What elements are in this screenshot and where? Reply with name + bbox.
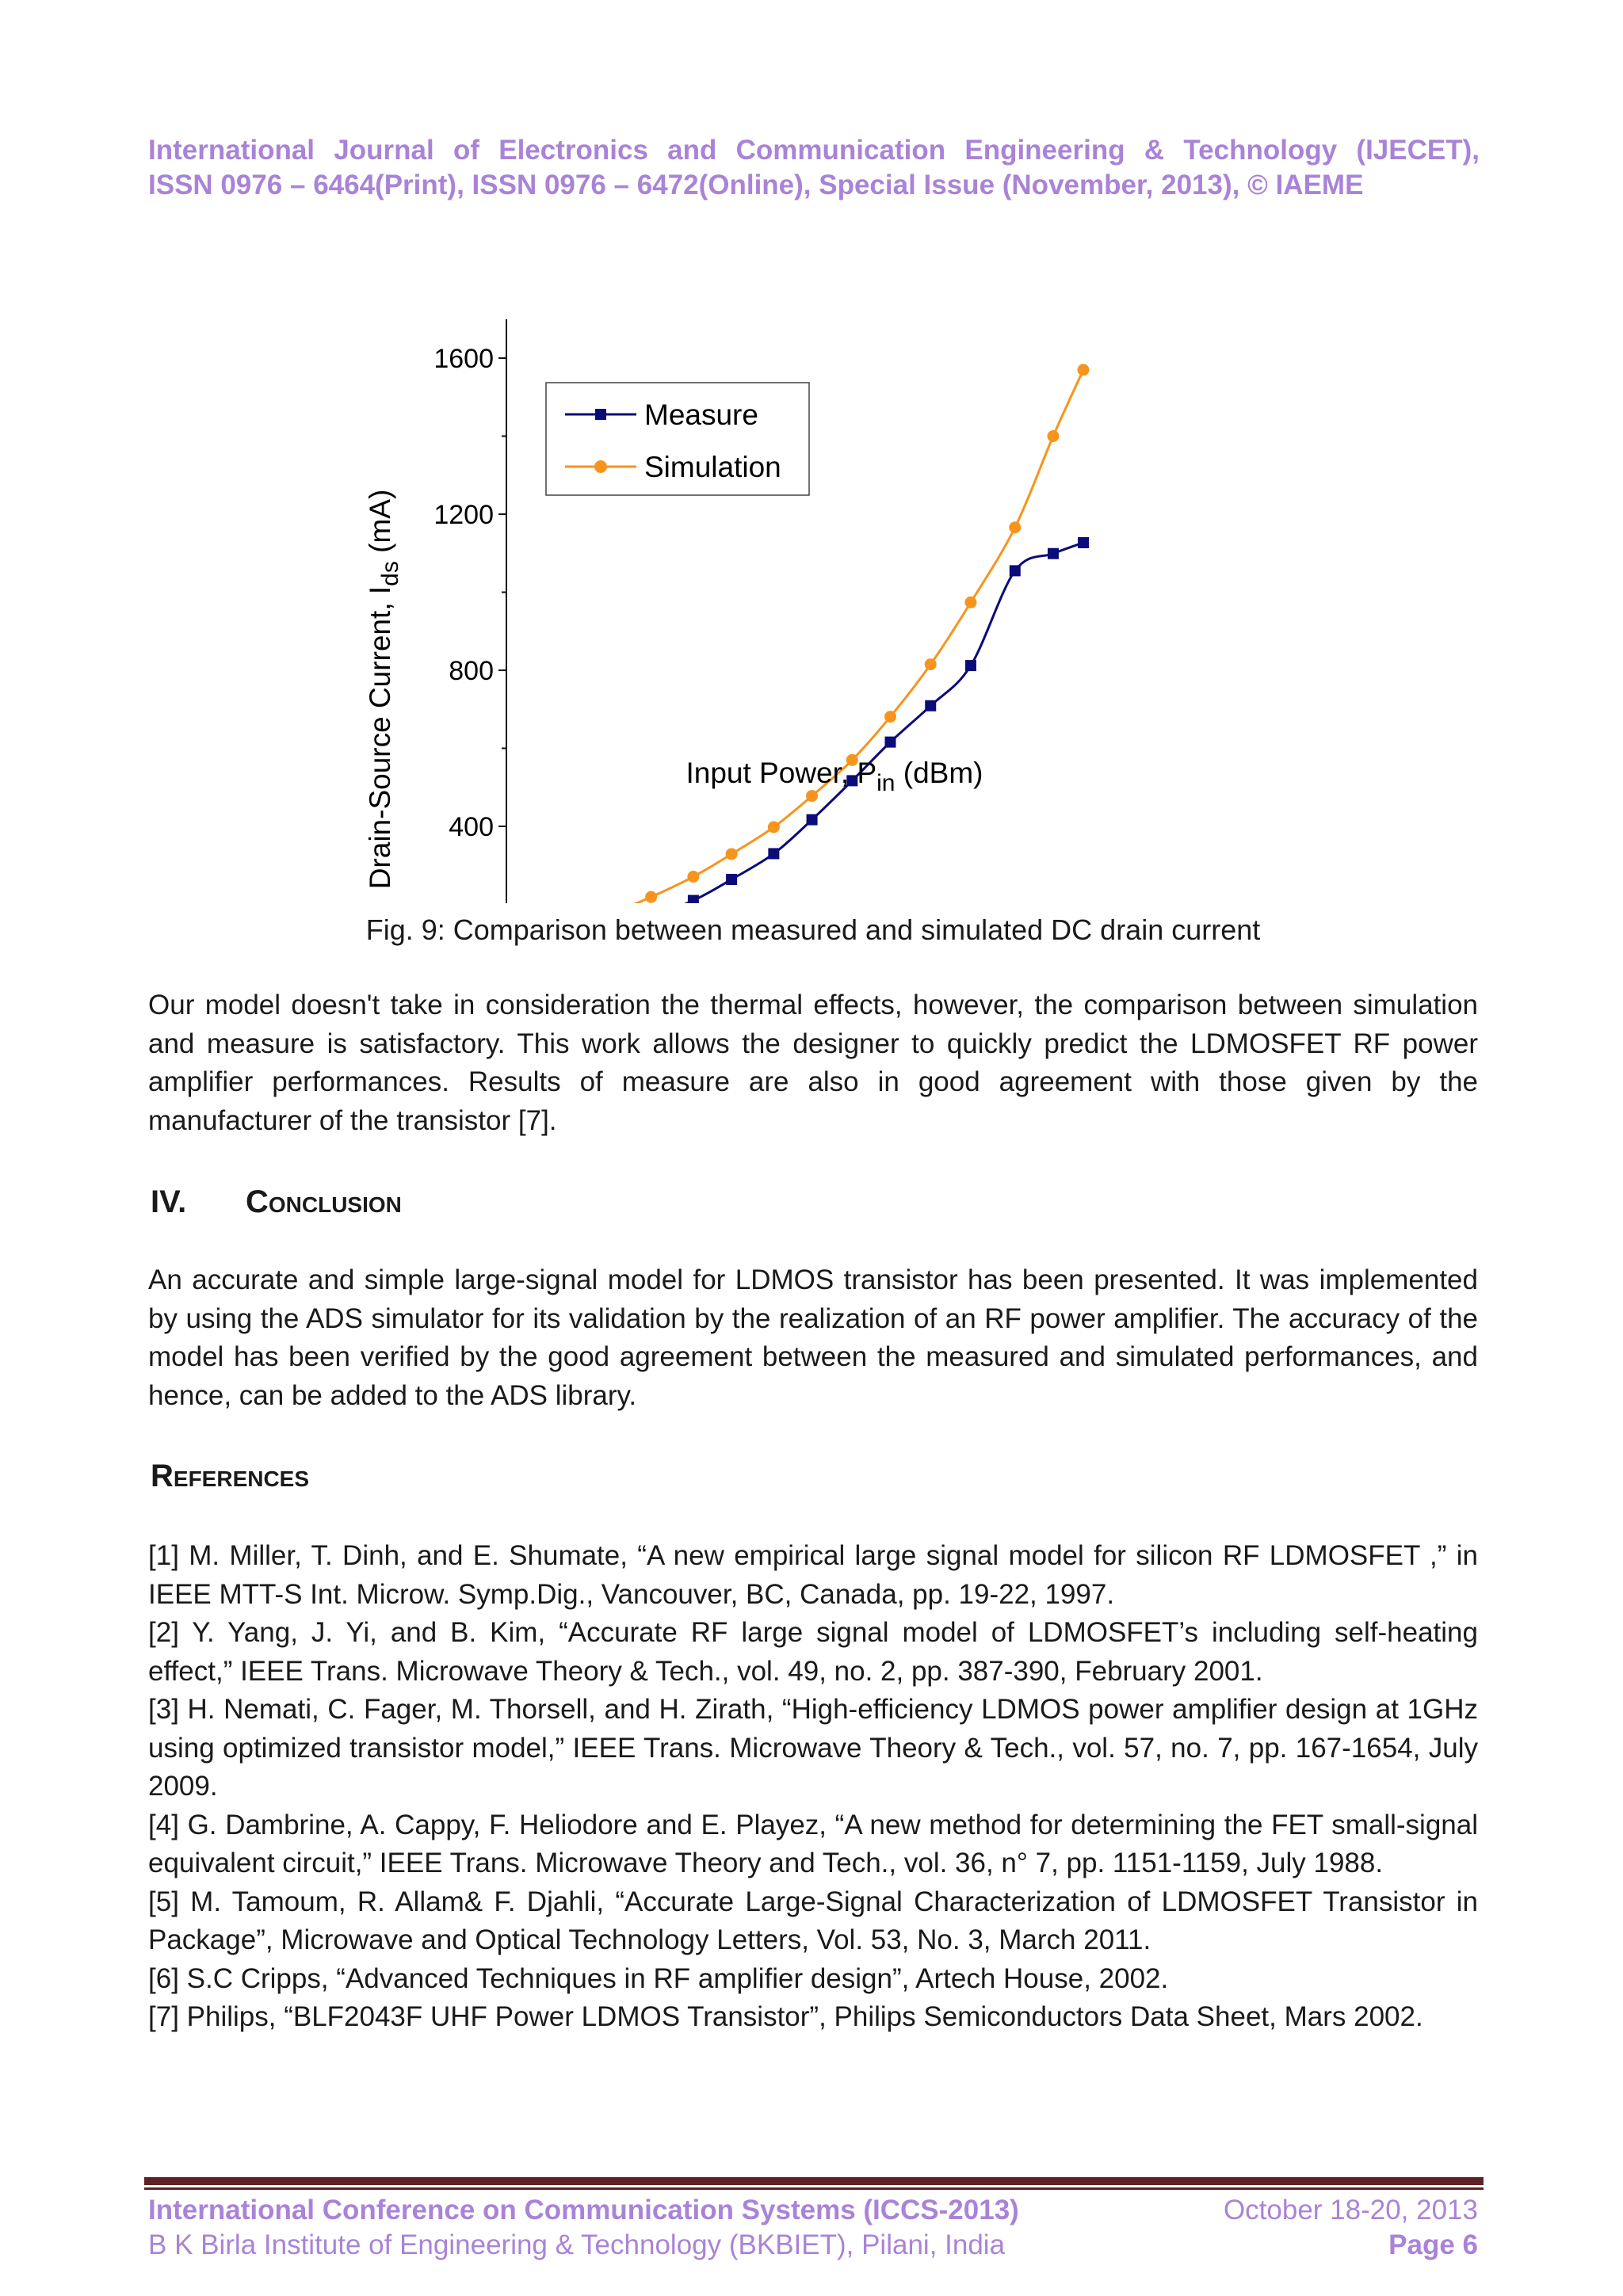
reference-item: [1] M. Miller, T. Dinh, and E. Shumate, “A new empirical large signal model for silicon RF LDMOSFET ,” in IEEE MTT-S Int. Microw. Symp.Dig., Vancouver, BC, Canada, pp. 19-22, 1997. xyxy=(148,1540,1478,1610)
data-point-measure xyxy=(965,660,976,671)
data-point-measure xyxy=(768,848,779,859)
data-point-simulation xyxy=(884,711,896,723)
header-line-2: ISSN 0976 – 6464(Print), ISSN 0976 – 6472(Online), Special Issue (November, 2013), © IAEME xyxy=(148,170,1364,200)
reference-item: [7] Philips, “BLF2043F UHF Power LDMOS Transistor”, Philips Semiconductors Data Sheet, Mars 2002. xyxy=(148,2001,1423,2032)
page-footer xyxy=(148,2193,1478,2263)
journal-header xyxy=(148,133,1480,203)
legend-label-measure: Measure xyxy=(644,399,758,431)
data-point-simulation xyxy=(806,790,818,802)
data-point-simulation xyxy=(1009,521,1021,533)
data-point-measure xyxy=(1010,565,1021,576)
section-number: IV. xyxy=(151,1184,187,1219)
references-list xyxy=(148,1537,1478,2037)
references-heading: References xyxy=(151,1459,310,1493)
figure-caption: Fig. 9: Comparison between measured and simulated DC drain current xyxy=(365,913,1261,946)
y-tick-label: 1600 xyxy=(433,344,494,374)
footer-page-number: Page 6 xyxy=(1388,2229,1478,2260)
legend-marker-square xyxy=(595,409,606,420)
series-line-measure xyxy=(571,543,1083,903)
data-point-measure xyxy=(925,700,936,711)
legend-marker-circle xyxy=(594,460,607,473)
reference-item: [5] M. Tamoum, R. Allam& F. Djahli, “Accurate Large-Signal Characterization of LDMOSFET Transistor in Package”, Microwave and Optical Technology Letters, Vol. 53, No. 3, March 2011. xyxy=(148,1886,1478,1955)
reference-item: [4] G. Dambrine, A. Cappy, F. Heliodore and E. Playez, “A new method for determining the FET small-signal equivalent circuit,” IEEE Trans. Microwave Theory and Tech., vol. 36, n° 7, pp. 1151-1159, July 1988. xyxy=(148,1809,1478,1878)
footer-conference: International Conference on Communication Systems (ICCS-2013) xyxy=(148,2195,1019,2225)
data-point-simulation xyxy=(1047,430,1059,442)
data-point-measure xyxy=(807,814,818,826)
data-point-measure xyxy=(1048,548,1059,559)
data-point-simulation xyxy=(925,658,937,670)
data-point-simulation xyxy=(645,891,657,903)
reference-item: [2] Y. Yang, J. Yi, and B. Kim, “Accurate RF large signal model of LDMOSFET’s including self-heating effect,” IEEE Trans. Microwave Theory & Tech., vol. 49, no. 2, pp. 387-390, February 2001. xyxy=(148,1617,1478,1687)
data-point-measure xyxy=(688,895,699,903)
data-point-measure xyxy=(726,874,737,885)
data-point-measure xyxy=(1078,537,1089,548)
y-tick-label: 800 xyxy=(449,656,494,686)
section-title: Conclusion xyxy=(246,1184,402,1219)
data-point-simulation xyxy=(1078,364,1090,376)
data-point-simulation xyxy=(726,848,738,860)
section-heading-conclusion xyxy=(151,1182,402,1222)
paragraph-results: Our model doesn't take in consideration the thermal effects, however, the comparison between simulation and measure is satisfactory. This work allows the designer to quickly predict the LDMOSFET RF power amplifier performances. Results of measure are also in good agreement with those given by the manufacturer of the transistor [7]. xyxy=(148,990,1478,1136)
drain-current-chart xyxy=(349,301,1173,903)
y-tick-label: 1200 xyxy=(433,500,494,530)
footer-institute: B K Birla Institute of Engineering & Technology (BKBIET), Pilani, India xyxy=(148,2229,1006,2260)
header-line-1: International Journal of Electronics and Communication Engineering & Technology (IJECET), xyxy=(148,135,1480,166)
y-tick-label: 400 xyxy=(449,812,494,842)
reference-item: [3] H. Nemati, C. Fager, M. Thorsell, and H. Zirath, “High-efficiency LDMOS power amplifier design at 1GHz using optimized transistor model,” IEEE Trans. Microwave Theory & Tech., vol. 57, no. 7, pp. 167-1654, July 2009. xyxy=(148,1694,1478,1802)
data-point-measure xyxy=(885,737,896,748)
reference-item: [6] S.C Cripps, “Advanced Techniques in RF amplifier design”, Artech House, 2002. xyxy=(148,1962,1169,1994)
chart-legend xyxy=(546,383,809,495)
footer-rule-thick xyxy=(144,2177,1484,2185)
paragraph-conclusion: An accurate and simple large-signal model for LDMOS transistor has been presented. It was implemented by using the ADS simulator for its validation by the realization of an RF power amplifier. The accuracy of the model has been verified by the good agreement between the measured and simulated performances, and hence, can be added to the ADS library. xyxy=(148,1264,1478,1411)
footer-rule-thin xyxy=(144,2187,1484,2190)
x-axis-title: Input Power, $P_{in}$ (dBm) xyxy=(685,757,983,796)
data-point-simulation xyxy=(768,821,780,833)
y-axis-title: Drain-Source Current, $I_{ds}$ (mA) xyxy=(364,489,403,890)
footer-date: October 18-20, 2013 xyxy=(1223,2195,1478,2225)
data-point-simulation xyxy=(964,597,976,608)
data-point-simulation xyxy=(687,871,699,883)
legend-label-simulation: Simulation xyxy=(644,451,781,483)
